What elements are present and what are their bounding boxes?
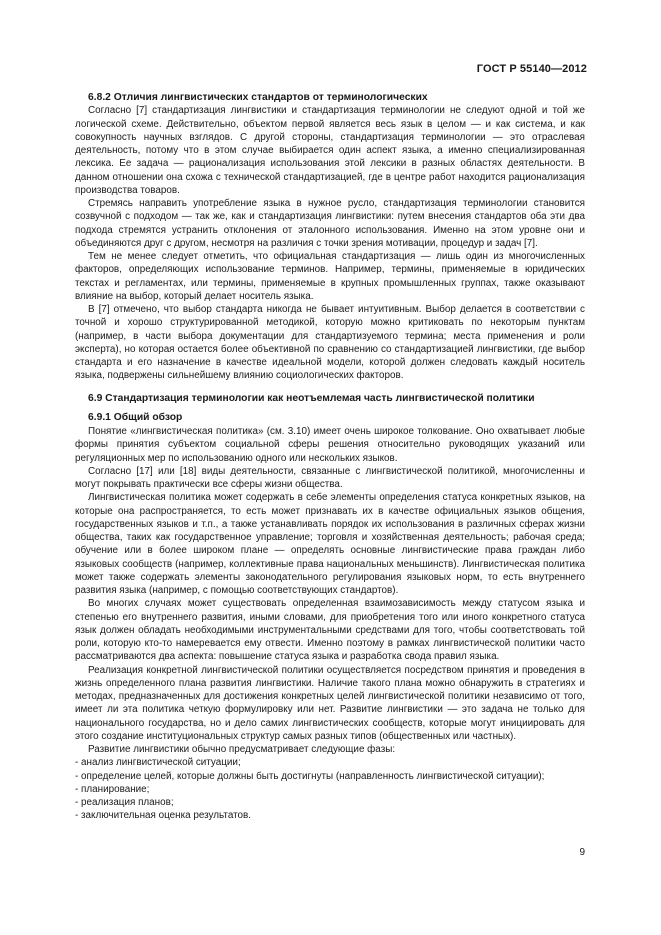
paragraph: Лингвистическая политика может содержать в себе элементы определения статуса конкретных языков, на которые она распространяется, то есть может признавать их в качестве официальных языков общения, государственных языков и т.п., а также устанавливать порядок их использования в различных сферах жизни общества, таких как государственное управление; торговля и хозяйственная деятельность; рабочая среда; обучение или в более широком плане — определять основные лингвистические права граждан либо языковых сообществ (например, коллективные права национальных меньшинств). Лингвистическая политика может также содержать элементы законодательного регулирования языковых норм, то есть внутреннего развития языка (например, с помощью соответствующих стандартов). [75,492,585,596]
paragraph: Тем не менее следует отметить, что официальная стандартизация — лишь один из многочисленных факторов, определяющих использование терминов. Например, термины, применяемые в юридических текстах и регламентах, или термины, применяемые в крупных промышленных группах, также оказывают влияние на выбор, который делает носитель языка. [75,251,585,302]
phase-list-item: - заключительная оценка результатов. [75,810,251,822]
document-body [75,91,585,823]
paragraph: Согласно [17] или [18] виды деятельности, связанные с лингвистической политикой, многочисленны и могут покрывать практически все сферы жизни общества. [75,465,585,490]
section-heading-6-9-1: 6.9.1 Общий обзор [88,411,183,423]
paragraph: Во многих случаях может существовать определенная взаимозависимость между статусом языка и степенью его внутреннего развития, иными словами, для приобретения того или иного конкретного статуса язык должен обладать необходимыми инструментальными средствами для того, чтобы соответствовать той роли, которую кто-то намеревается ему отвести. Именно поэтому в рамках лингвистической политики часто рассматриваются два аспекта: повышение статуса языка и разработка свода правил языка. [75,598,585,663]
paragraph: Понятие «лингвистическая политика» (см. 3.10) имеет очень широкое толкование. Оно охватывает любые формы принятия субъектом социальной сферы решения относительно руководящих указаний или регуляционных мер по использованию одного или нескольких языков. [75,426,585,464]
paragraph: Согласно [7] стандартизация лингвистики и стандартизация терминологии не следуют одной и той же логической схеме. Действительно, объектом первой является весь язык в целом — и как система, и как совокупность научных взглядов. С другой стороны, стандартизация терминологии — это отраслевая деятельность, потому что в этом случае выбирается один аспект языка, а именно специализированная лексика. Ее задача — рационализация использования этой лексики в разных областях деятельности. В данном отношении она схожа с технической стандартизацией, где в центре работ находится рационализация производства товаров. [75,105,585,196]
section-heading-6-8-2: 6.8.2 Отличия лингвистических стандартов от терминологических [88,92,428,103]
page-number: 9 [579,847,585,858]
section-heading-6-9: 6.9 Стандартизация терминологии как неотъемлемая часть лингвистической политики [88,392,535,404]
paragraph: Стремясь направить употребление языка в нужное русло, стандартизация терминологии становится созвучной с подходом — так же, как и стандартизация лингвистики: путем внесения стандартов оба эти два подхода стремятся устранить отклонения от эталонного использования. Именно на этом уровне они и объединяются друг с другом, несмотря на различия с точки зрения мотивации, процедур и задач [7]. [75,198,585,249]
phase-list-item: - реализация планов; [75,797,174,808]
paragraph: Развитие лингвистики обычно предусматривает следующие фазы: [88,744,396,755]
phase-list-item: - планирование; [75,783,150,795]
document-code: ГОСТ Р 55140—2012 [476,63,587,75]
paragraph: В [7] отмечено, что выбор стандарта никогда не бывает интуитивным. Выбор делается в соответствии с точной и хорошо структурированной методикой, которую можно критиковать по некоторым пунктам (например, в части выбора документации для стандартизуемого термина; места применения и роли эксперта), но которая остается более объективной по сравнению со стандартизацией лингвистики, где выбор стандарта и его назначение в качестве идеальной модели, которой должен следовать каждый носитель языка, подвержены сильнейшему влиянию социологических факторов. [75,304,585,382]
phase-list-item: - анализ лингвистической ситуации; [75,757,241,769]
phase-list-item: - определение целей, которые должны быть достигнуты (направленность лингвистической ситуации); [75,770,545,782]
paragraph: Реализация конкретной лингвистической политики осуществляется посредством принятия и проведения в жизнь определенного плана развития лингвистики. Наличие такого плана можно обнаружить в стратегиях и методах, предназначенных для достижения конкретных целей лингвистической политики независимо от того, имеет ли эта политика четкую формулировку или нет. Развитие лингвистики — это задача не только для национального государства, но и дело самих лингвистических сообществ, которые могут инициировать для этого создание институциональных структур самых разных типов (общественных или частных). [75,664,585,742]
